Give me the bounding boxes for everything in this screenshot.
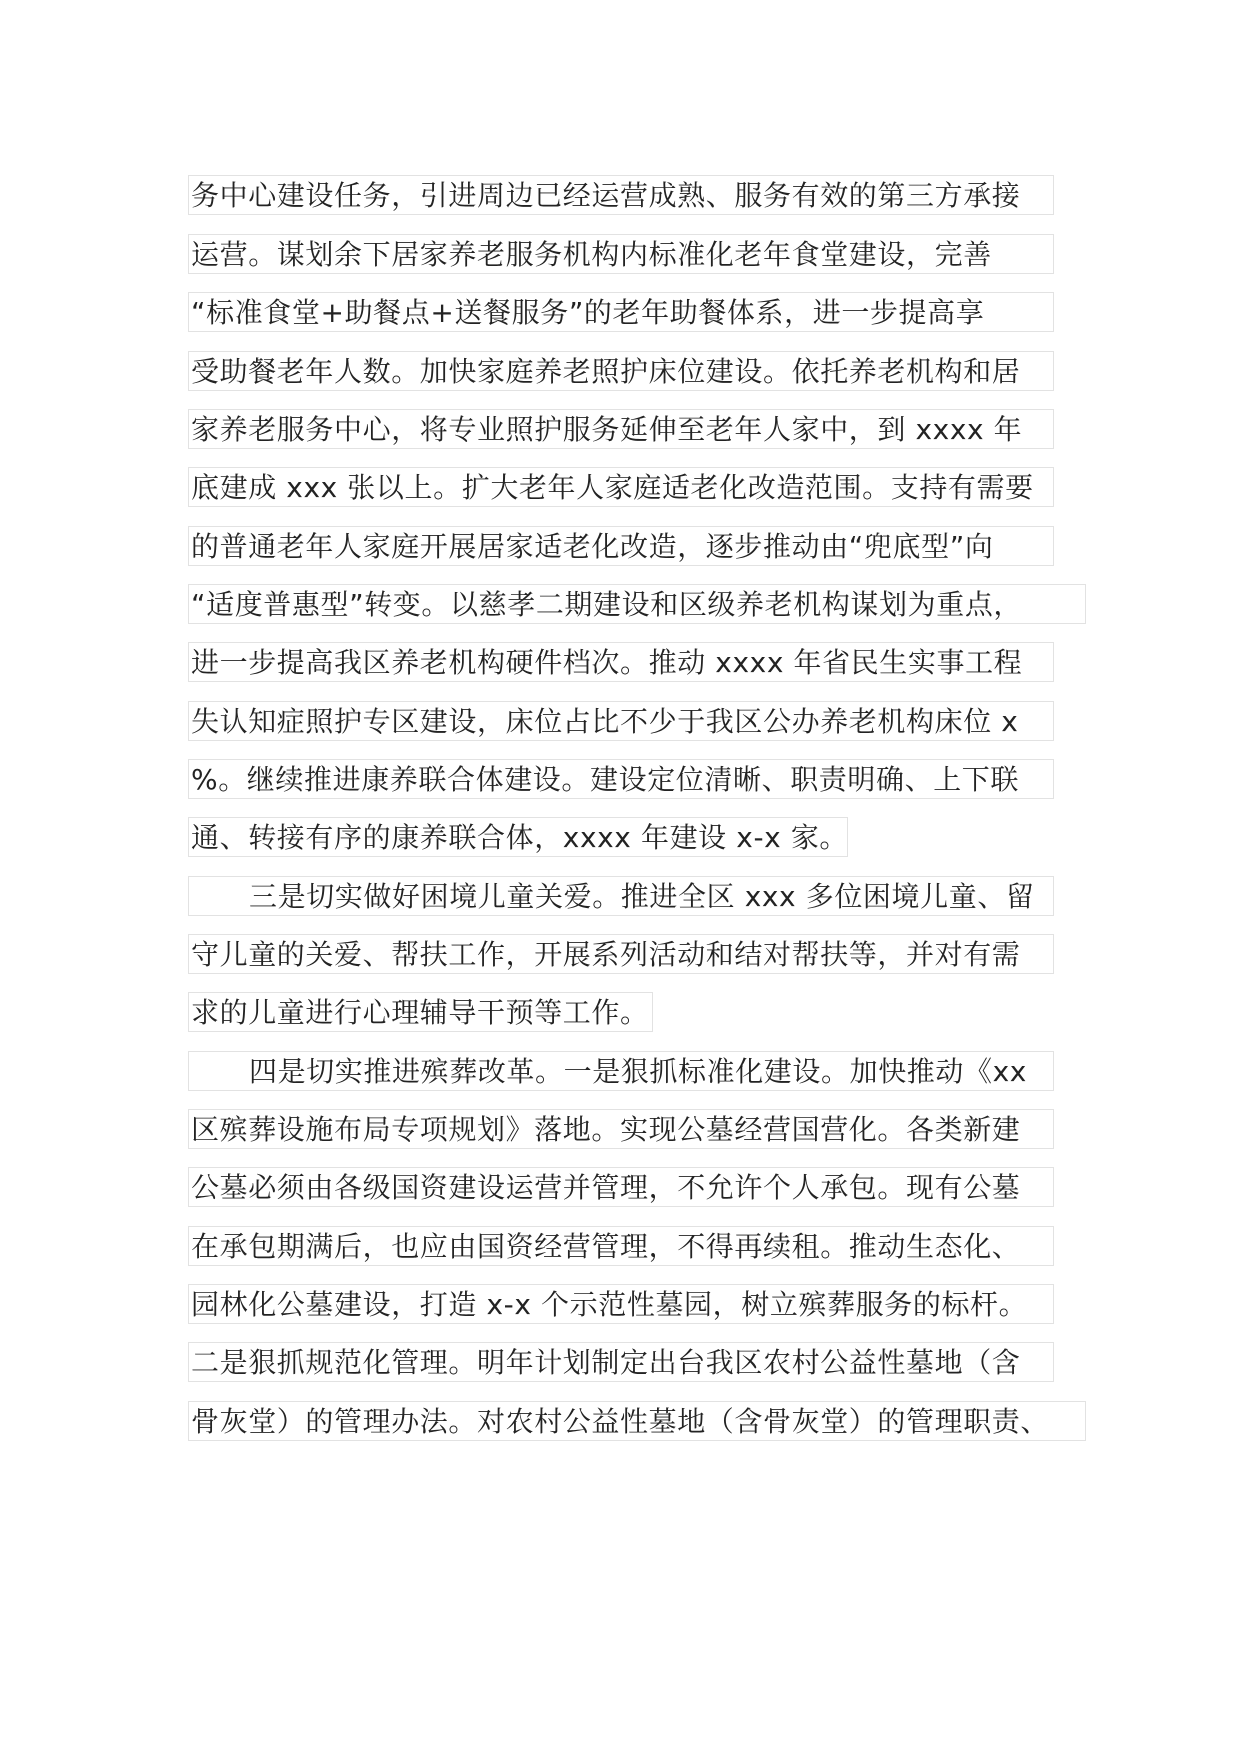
text-line: 二是狠抓规范化管理。明年计划制定出台我区农村公益性墓地（含	[188, 1342, 1054, 1382]
text-line: 务中心建设任务，引进周边已经运营成熟、服务有效的第三方承接	[188, 175, 1054, 215]
text-line: 受助餐老年人数。加快家庭养老照护床位建设。依托养老机构和居	[188, 351, 1054, 391]
text-line: 区殡葬设施布局专项规划》落地。实现公墓经营国营化。各类新建	[188, 1109, 1054, 1149]
text-line: 求的儿童进行心理辅导干预等工作。	[188, 992, 653, 1032]
text-line: %。继续推进康养联合体建设。建设定位清晰、职责明确、上下联	[188, 759, 1054, 799]
text-line: 失认知症照护专区建设，床位占比不少于我区公办养老机构床位 x	[188, 701, 1054, 741]
text-line: 守儿童的关爱、帮扶工作，开展系列活动和结对帮扶等，并对有需	[188, 934, 1054, 974]
text-line: 通、转接有序的康养联合体，xxxx 年建设 x-x 家。	[188, 817, 848, 857]
text-line: 底建成 xxx 张以上。扩大老年人家庭适老化改造范围。支持有需要	[188, 467, 1054, 507]
text-line: 公墓必须由各级国资建设运营并管理，不允许个人承包。现有公墓	[188, 1167, 1054, 1207]
text-line: 家养老服务中心，将专业照护服务延伸至老年人家中，到 xxxx 年	[188, 409, 1054, 449]
text-line: “适度普惠型”转变。以慈孝二期建设和区级养老机构谋划为重点，	[188, 584, 1086, 624]
text-line: 园林化公墓建设，打造 x-x 个示范性墓园，树立殡葬服务的标杆。	[188, 1284, 1054, 1324]
text-line: 进一步提高我区养老机构硬件档次。推动 xxxx 年省民生实事工程	[188, 642, 1054, 682]
text-line: 的普通老年人家庭开展居家适老化改造，逐步推动由“兜底型”向	[188, 526, 1054, 566]
paragraph-start-line: 三是切实做好困境儿童关爱。推进全区 xxx 多位困境儿童、留	[188, 876, 1054, 916]
text-line: “标准食堂+助餐点+送餐服务”的老年助餐体系，进一步提高享	[188, 292, 1054, 332]
paragraph-start-line: 四是切实推进殡葬改革。一是狠抓标准化建设。加快推动《xx	[188, 1051, 1054, 1091]
text-line: 骨灰堂）的管理办法。对农村公益性墓地（含骨灰堂）的管理职责、	[188, 1401, 1086, 1441]
text-line: 运营。谋划余下居家养老服务机构内标准化老年食堂建设，完善	[188, 234, 1054, 274]
text-line: 在承包期满后，也应由国资经营管理，不得再续租。推动生态化、	[188, 1226, 1054, 1266]
